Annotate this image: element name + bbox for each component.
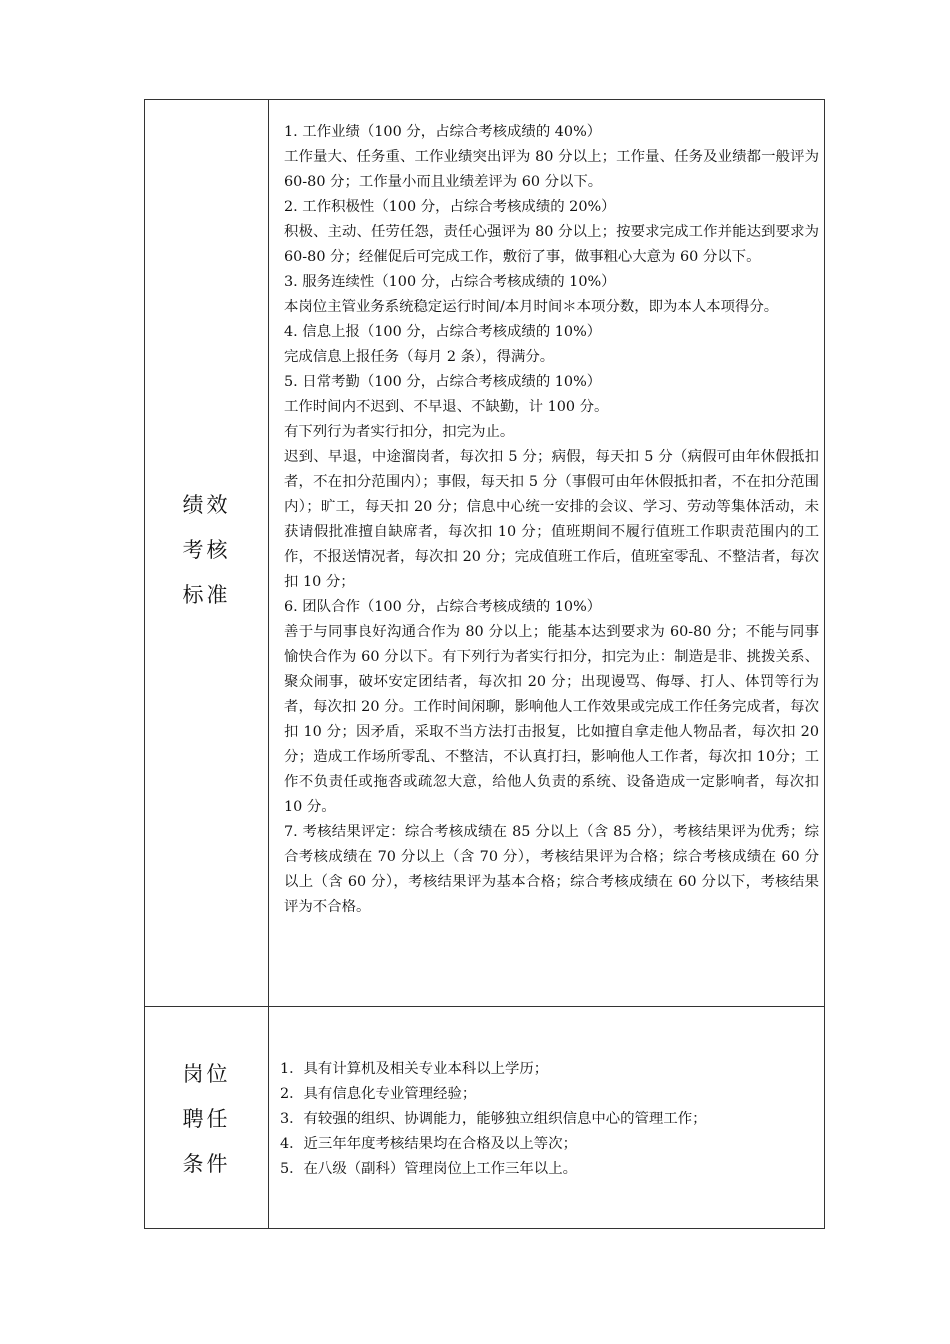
paragraph: 2. 工作积极性（100 分，占综合考核成绩的 20%） (284, 199, 616, 215)
paragraph: 迟到、早退，中途溜岗者，每次扣 5 分；病假，每天扣 5 分（病假可由年休假抵扣者，不在扣分范围内）；事假，每天扣 5 分（事假可由年休假抵扣者，不在扣分范围内）；旷工，每天扣 20 分；信息中心统一安排的会议、学习、劳动等集体活动，未获请假批准擅自缺席者，每次扣 10 分；值班期间不履行值班工作职责范围内的工作，不报送情况者，每次扣 20 分；完成值班工作后，值班室零乱、不整洁者，每次扣 10 分； (284, 449, 819, 590)
paragraph: 本岗位主管业务系统稳定运行时间/本月时间＊本项分数，即为本人本项得分。 (284, 299, 779, 315)
paragraph: 5. 日常考勤（100 分，占综合考核成绩的 10%） (284, 374, 602, 390)
paragraph: 完成信息上报任务（每月 2 条），得满分。 (284, 349, 555, 365)
paragraph: 7. 考核结果评定：综合考核成绩在 85 分以上（含 85 分），考核结果评为优秀；综合考核成绩在 70 分以上（含 70 分），考核结果评为合格；综合考核成绩在 60 分以上（含 60 分），考核结果评为基本合格；综合考核成绩在 60 分以下，考核结果评为不合格。 (284, 824, 819, 915)
paragraph: 善于与同事良好沟通合作为 80 分以上；能基本达到要求为 60-80 分；不能与同事愉快合作为 60 分以下。有下列行为者实行扣分，扣完为止：制造是非、挑拨关系、聚众闹事，破坏安定团结者，每次扣 20 分；出现谩骂、侮辱、打人、体罚等行为者，每次扣 20 分。工作时间闲聊，影响他人工作效果或完成工作任务完成者，每次扣 10 分；因矛盾，采取不当方法打击报复，比如擅自拿走他人物品者，每次扣 20分；造成工作场所零乱、不整洁，不认真打扫，影响他人工作者，每次扣 10分；工作不负责任或拖沓或疏忽大意，给他人负责的系统、设备造成一定影响者，每次扣 10 分。 (284, 624, 819, 815)
list-item: 3．有较强的组织、协调能力，能够独立组织信息中心的管理工作； (280, 1111, 707, 1127)
paragraph: 工作量大、任务重、工作业绩突出评为 80 分以上；工作量、任务及业绩都一般评为 60-80 分；工作量小而且业绩差评为 60 分以下。 (284, 149, 819, 190)
label-line: 条件 (182, 1152, 231, 1176)
column-divider (268, 100, 269, 1228)
paragraph: 6. 团队合作（100 分，占综合考核成绩的 10%） (284, 599, 602, 615)
list-item: 4．近三年年度考核结果均在合格及以上等次； (280, 1136, 577, 1152)
requirements-table (144, 99, 825, 1229)
paragraph: 1. 工作业绩（100 分，占综合考核成绩的 40%） (284, 124, 602, 140)
label-line: 考核 (182, 538, 231, 562)
performance-standard-content (284, 120, 819, 920)
row-label-appointment-conditions (145, 1052, 268, 1187)
label-line: 绩效 (182, 493, 231, 517)
list-item: 2．具有信息化专业管理经验； (280, 1086, 477, 1102)
label-line: 岗位 (182, 1062, 231, 1086)
paragraph: 3. 服务连续性（100 分，占综合考核成绩的 10%） (284, 274, 616, 290)
row-label-performance-standard (145, 483, 268, 618)
list-item: 5．在八级（副科）管理岗位上工作三年以上。 (280, 1161, 577, 1177)
paragraph: 积极、主动、任劳任怨，责任心强评为 80 分以上；按要求完成工作并能达到要求为 60-80 分；经催促后可完成工作，敷衍了事，做事粗心大意为 60 分以下。 (284, 224, 819, 265)
paragraph: 有下列行为者实行扣分，扣完为止。 (284, 424, 515, 440)
paragraph: 工作时间内不迟到、不早退、不缺勤，计 100 分。 (284, 399, 609, 415)
list-item: 1．具有计算机及相关专业本科以上学历； (280, 1061, 549, 1077)
label-line: 标准 (182, 583, 231, 607)
label-line: 聘任 (182, 1107, 231, 1131)
appointment-conditions-content (280, 1057, 815, 1182)
paragraph: 4. 信息上报（100 分，占综合考核成绩的 10%） (284, 324, 602, 340)
row-divider (145, 1006, 824, 1007)
